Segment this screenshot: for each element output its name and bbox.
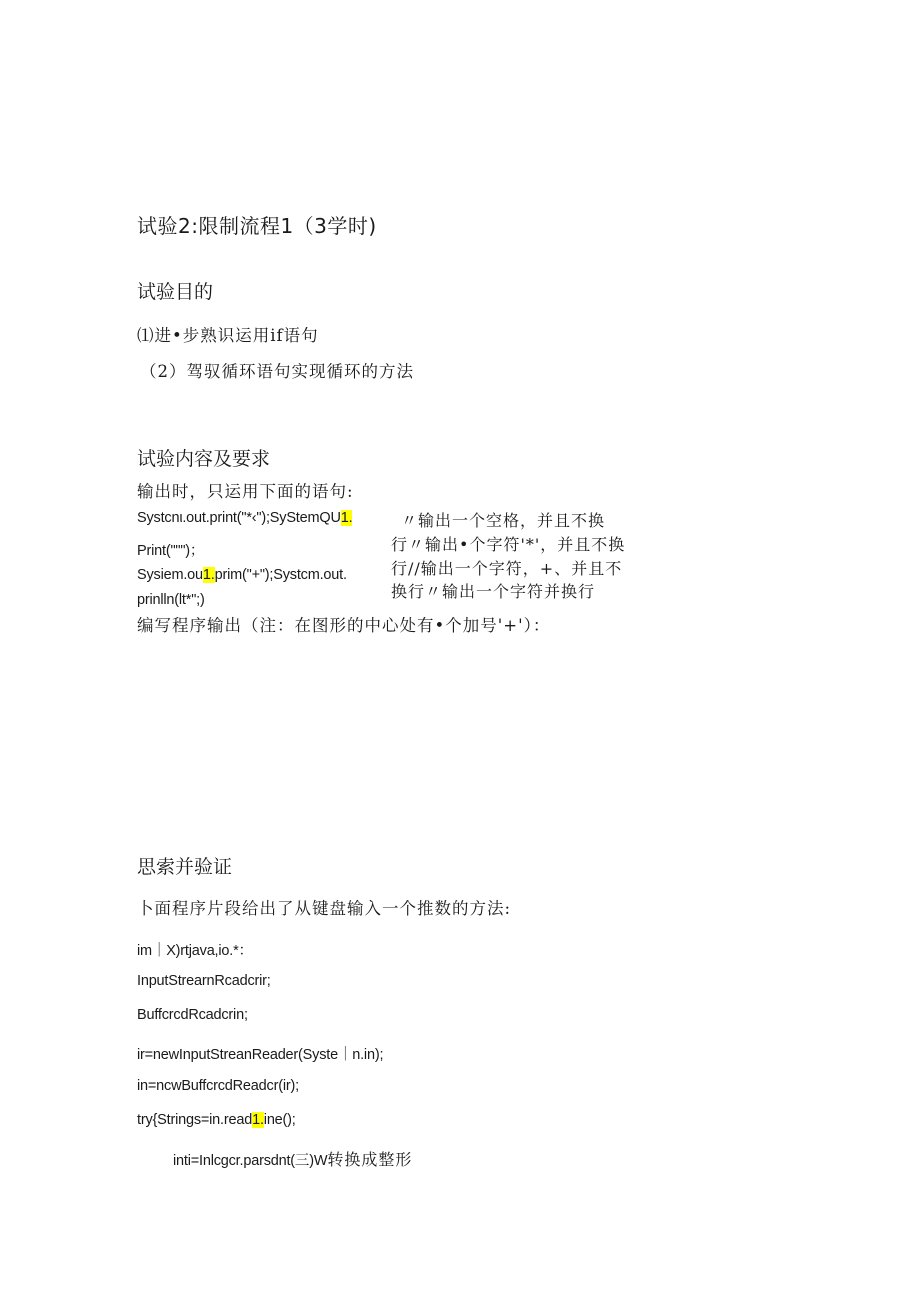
code-declare-reader: InputStrearnRcadcrir; — [137, 973, 271, 989]
section-heading-verify: 思索并验证 — [137, 856, 233, 878]
code-try-tail: ine(); — [263, 1112, 296, 1128]
code-line-3 — [137, 567, 347, 583]
verify-intro: 卜面程序片段给出了从键盘输入一个推数的方法: — [137, 899, 512, 918]
code-new-reader: ir=newInputStreanReader(Syste｜n.in); — [137, 1047, 384, 1063]
code-parse-int — [173, 1147, 412, 1170]
code-try-readline — [137, 1112, 296, 1128]
comment-line-4: 换行〃输出一个字符并换行 — [391, 582, 596, 601]
comment-line-2: 行〃输出•个字符'*'，并且不换 — [391, 535, 626, 554]
code-try-text: try{Strings=in.read — [137, 1112, 253, 1128]
comment-line-3: 行//输出一个字符，+、并且不 — [391, 559, 623, 578]
code-line-3-tail: prim("+");Systcm.out. — [214, 567, 347, 583]
objective-item-1: ⑴进•步熟识运用if语句 — [137, 326, 319, 345]
code-parse-comment: 转换成整形 — [327, 1150, 413, 1169]
highlight-mark: 1. — [340, 510, 353, 526]
content-intro: 输出时，只运用下面的语句: — [137, 482, 354, 501]
task-instruction: 编写程序输出（注：在图形的中心处有•个加号'+'）： — [137, 616, 551, 635]
page-title: 试验2:限制流程1（3学时) — [137, 214, 377, 238]
code-parse-text: inti=Inlcgcr.parsdnt(三)W — [173, 1153, 328, 1169]
comment-line-1: 〃输出一个空格，并且不换 — [401, 511, 606, 530]
section-heading-content: 试验内容及要求 — [137, 448, 271, 470]
code-new-buffered: in=ncwBuffcrcdReadcr(ir); — [137, 1078, 299, 1094]
code-line-4: prinlln(lt*";) — [137, 592, 205, 608]
objective-item-2: （2）驾驭循环语句实现循环的方法 — [140, 362, 414, 381]
code-line-1-text: Systcnι.out.print("*‹");SyStemQU — [137, 510, 341, 526]
section-heading-objectives: 试验目的 — [137, 281, 214, 303]
code-line-2: Print(""")； — [137, 543, 205, 559]
highlight-mark: 1. — [202, 567, 215, 583]
code-line-3-text: Sysiem.ou — [137, 567, 203, 583]
highlight-mark: 1. — [252, 1112, 264, 1128]
code-import: im｜X)rtjava,io.*： — [137, 943, 253, 959]
code-declare-buffered: BuffcrcdRcadcrin; — [137, 1007, 248, 1023]
code-line-1 — [137, 510, 352, 526]
